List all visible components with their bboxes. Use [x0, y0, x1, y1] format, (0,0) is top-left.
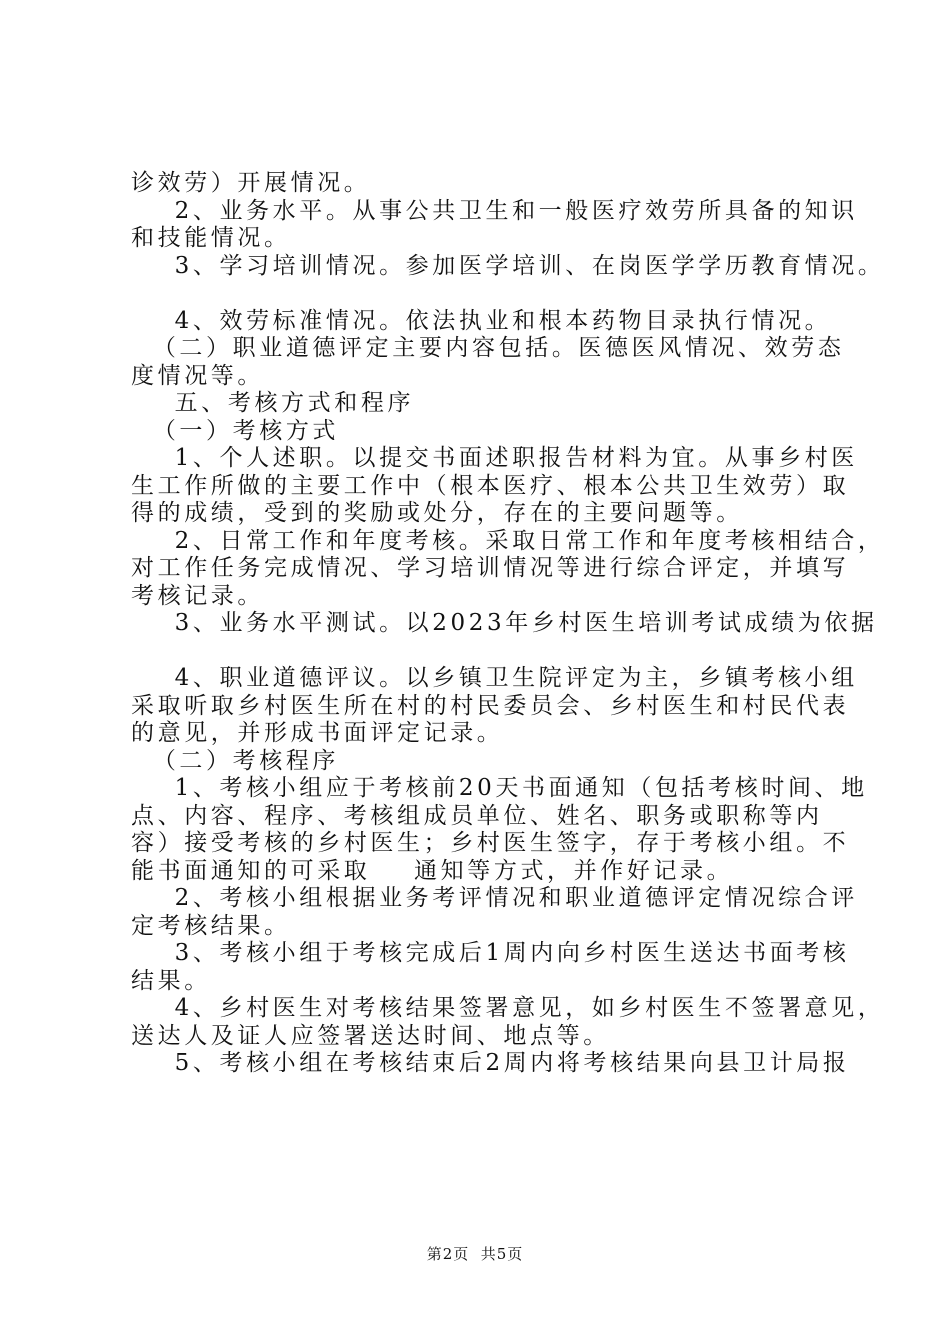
text-line: 1、个人述职。以提交书面述职报告材料为宜。从事乡村医 — [131, 445, 858, 471]
blank-line — [131, 280, 831, 308]
text-line: 送达人及证人应签署送达时间、地点等。 — [131, 1022, 610, 1049]
text-line: 和技能情况。 — [131, 225, 291, 251]
text-line: 2、考核小组根据业务考评情况和职业道德评定情况综合评 — [131, 885, 858, 911]
text-line: （一）考核方式 — [131, 417, 340, 444]
text-line: 考核记录。 — [131, 582, 264, 609]
text-line: 五、考核方式和程序 — [131, 390, 415, 416]
text-line: 度情况等。 — [131, 362, 264, 389]
text-line: 3、业务水平测试。以2023年乡村医生培训考试成绩为依据 — [131, 610, 878, 636]
text-line: 1、考核小组应于考核前20天书面通知（包括考核时间、地 — [131, 775, 868, 801]
text-line: 4、乡村医生对考核结果签署意见，如乡村医生不签署意见， — [131, 995, 885, 1021]
page-footer: 第2页 共5页 — [426, 1245, 524, 1263]
text-line: 采取听取乡村医生所在村的村民委员会、乡村医生和村民代表 — [131, 692, 850, 719]
text-line: 容）接受考核的乡村医生；乡村医生签字，存于考核小组。不 — [131, 830, 850, 856]
text-line: 4、效劳标准情况。依法执业和根本药物目录执行情况。 — [131, 307, 832, 334]
text-line: 5、考核小组在考核结束后2周内将考核结果向县卫计局报 — [131, 1050, 850, 1076]
text-line: （二）考核程序 — [131, 747, 340, 774]
blank-line — [131, 638, 831, 666]
text-line: （二）职业道德评定主要内容包括。医德医风情况、效劳态 — [131, 335, 845, 361]
text-line: 2、日常工作和年度考核。采取日常工作和年度考核相结合， — [131, 527, 885, 554]
text-line: 点、内容、程序、考核组成员单位、姓名、职务或职称等内 — [131, 802, 823, 829]
text-line: 对工作任务完成情况、学习培训情况等进行综合评定，并填写 — [131, 555, 850, 581]
text-line: 能书面通知的可采取 通知等方式，并作好记录。 — [131, 857, 734, 884]
text-line: 2、业务水平。从事公共卫生和一般医疗效劳所具备的知识 — [131, 197, 858, 224]
text-line: 结果。 — [131, 967, 211, 994]
text-line: 生工作所做的主要工作中（根本医疗、根本公共卫生效劳）取 — [131, 472, 850, 499]
text-line: 4、职业道德评议。以乡镇卫生院评定为主，乡镇考核小组 — [131, 665, 858, 691]
text-line: 3、学习培训情况。参加医学培训、在岗医学学历教育情况。 — [131, 252, 885, 279]
text-line: 诊效劳）开展情况。 — [131, 170, 371, 196]
text-line: 的意见，并形成书面评定记录。 — [131, 720, 504, 746]
document-body — [131, 170, 885, 1078]
text-line: 得的成绩，受到的奖励或处分，存在的主要问题等。 — [131, 500, 743, 526]
text-line: 3、考核小组于考核完成后1周内向乡村医生送达书面考核 — [131, 940, 850, 966]
text-line: 定考核结果。 — [131, 912, 291, 939]
